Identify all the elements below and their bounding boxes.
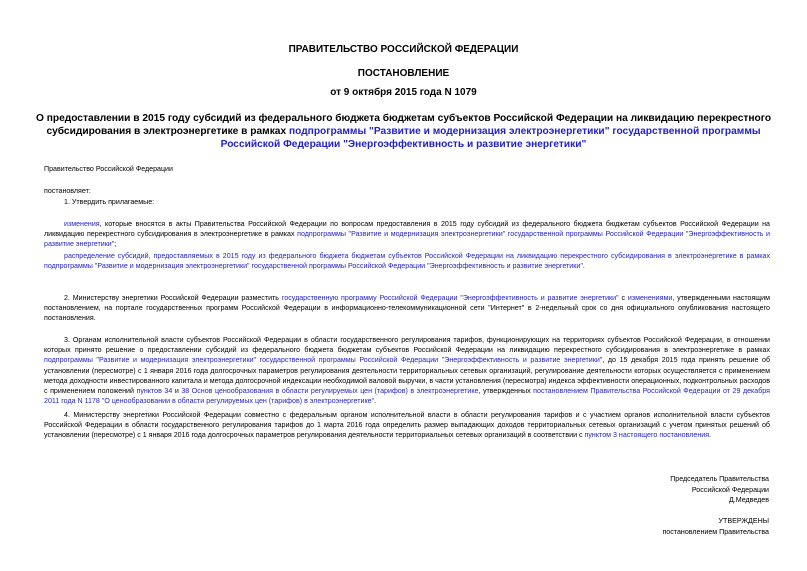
changes-link[interactable]: изменения [64, 220, 100, 228]
p4-text-2: . [709, 431, 712, 440]
decrees-line: постановляет: [44, 187, 91, 195]
signature-name: Д.Медведев [728, 496, 769, 504]
approved-label: УТВЕРЖДЕНЫ [718, 517, 769, 525]
state-program-link[interactable]: государственную программу Российской Федерации "Энергоэффективность и развитие энергетики" [281, 294, 619, 302]
p3-resolution-link[interactable]: постановлением Правительства Российской Федерации от 29 декабря 2011 года N 1178 "О ценообразовании в области регулируемых цен (тарифов) в электроэнергетике" [44, 387, 771, 406]
p3-text-5: . [374, 397, 377, 406]
item-1: 1. Утвердить прилагаемые: [64, 198, 155, 206]
bullet-1-text: , которые вносятся в акты Правительства Российской Федерации по вопросам предоставления в 2015 году субсидий из федерального бюджета бюджетам субъектов Российской Федерации на ликвидацию перекрестного субсидирования в электроэнергетике в рамках [44, 220, 770, 239]
p4-text-1: 4. Министерству энергетики Российской Федерации совместно с федеральным органом исполнительной власти в области регулирования тарифов и с участием органов исполнительной власти субъектов Российской Федерации в области государственного регулирования тарифов до 1 марта 2016 года определить размер выпадающих доходов территориальных сетевых организаций с учетом принятых решений об установлении (пересмотре) с 1 января 2016 года долгосрочных параметров регулирования деятельности территориальных сетевых организаций в соответствии с [44, 411, 770, 440]
distribution-link[interactable]: распределение субсидий, предоставляемых в 2015 году из федерального бюджета бюджетам субъектов Российской Федерации на ликвидацию перекрестного субсидирования в электроэнергетике в рамках подпрограммы "Развитие и модернизация электроэнергетики" государственной программы Российской Федерации "Энергоэффективность и развитие энергетики" [44, 252, 770, 271]
paragraph-bullet-1 [44, 219, 770, 250]
header-date-number: от 9 октября 2015 года N 1079 [330, 87, 477, 98]
title-text: О предоставлении в 2015 году субсидий из федерального бюджета бюджетам субъектов Российской Федерации на ликвидацию перекрестного субсидирования в электроэнергетике в рамках [35, 113, 772, 137]
paragraph-2 [44, 293, 770, 324]
govt-line: Правительство Российской Федерации [44, 165, 173, 173]
p2-text-1: 2. Министерству энергетики Российской Федерации разместить [64, 294, 282, 302]
bullet-1-end: ; [114, 240, 117, 249]
p2-text-2: с [618, 294, 628, 302]
paragraph-3 [44, 335, 770, 406]
p3-text-2: , до 15 декабря 2015 года принять решение об установлении (пересмотре) с 1 января 2016 года долгосрочных параметров регулирования деятельности территориальных сетевых организаций, регулирование деятельности которых осуществляется с применением метода доходности инвестированного капитала и метода долгосрочной индексации необходимой валовой выручки, в части установления (пересмотра) индекса эффективности операционных, подконтрольных расходов с применением положений [44, 356, 771, 396]
signature-position-2: Российской Федерации [691, 485, 769, 494]
p2-text-3: , утвержденными настоящим постановлением, на портале государственных программ Российской Федерации в информационно-телекоммуникационной сети "Интернет" в 2-недельный срок со дня официального опубликования настоящего постановления. [44, 294, 770, 323]
header-org: ПРАВИТЕЛЬСТВО РОССИЙСКОЙ ФЕДЕРАЦИИ [288, 44, 519, 55]
p3-text-4: , утвержденных [478, 387, 534, 396]
p3-text-1: 3. Органам исполнительной власти субъектов Российской Федерации в области государственного регулирования тарифов, функционирующих на территориях субъектов Российской Федерации, в отношении которых принято решение о предоставлении субсидий из федерального бюджета бюджетам субъектов Российской Федерации на ликвидацию перекрестного субсидирования в электроэнергетике в рамках [44, 336, 770, 355]
paragraph-4 [44, 410, 770, 441]
paragraph-bullet-2 [44, 251, 770, 271]
approved-block [569, 516, 769, 537]
p3-clause-34-link[interactable]: пунктов 34 [136, 387, 173, 396]
header-doc-type: ПОСТАНОВЛЕНИЕ [357, 68, 450, 79]
title-program-link[interactable]: подпрограммы "Развитие и модернизация электроэнергетики" государственной программы Российской Федерации "Энергоэффективность и развитие энергетики" [220, 126, 761, 150]
approved-by: постановлением Правительства [662, 527, 769, 536]
p3-clause-38-link[interactable]: 38 Основ ценообразования в области регулируемых цен (тарифов) в электроэнергетике [181, 387, 479, 396]
signature-position-1: Председатель Правительства [670, 475, 769, 483]
p3-subprogram-link[interactable]: подпрограммы "Развитие и модернизация электроэнергетики" государственной программы Российской Федерации "Энергоэффективность и развитие энергетики" [44, 356, 603, 365]
p4-clause-3-link[interactable]: пунктом 3 настоящего постановления [584, 431, 710, 440]
signature-block [569, 474, 769, 506]
subprogram-link[interactable]: подпрограммы "Развитие и модернизация электроэнергетики" государственной программы Российской Федерации "Энергоэффективность и развитие энергетики" [44, 230, 770, 249]
document-title [20, 112, 787, 151]
p3-text-3: и [172, 387, 182, 396]
bullet-2-end: . [582, 262, 585, 271]
p2-changes-link[interactable]: изменениями [627, 294, 673, 302]
